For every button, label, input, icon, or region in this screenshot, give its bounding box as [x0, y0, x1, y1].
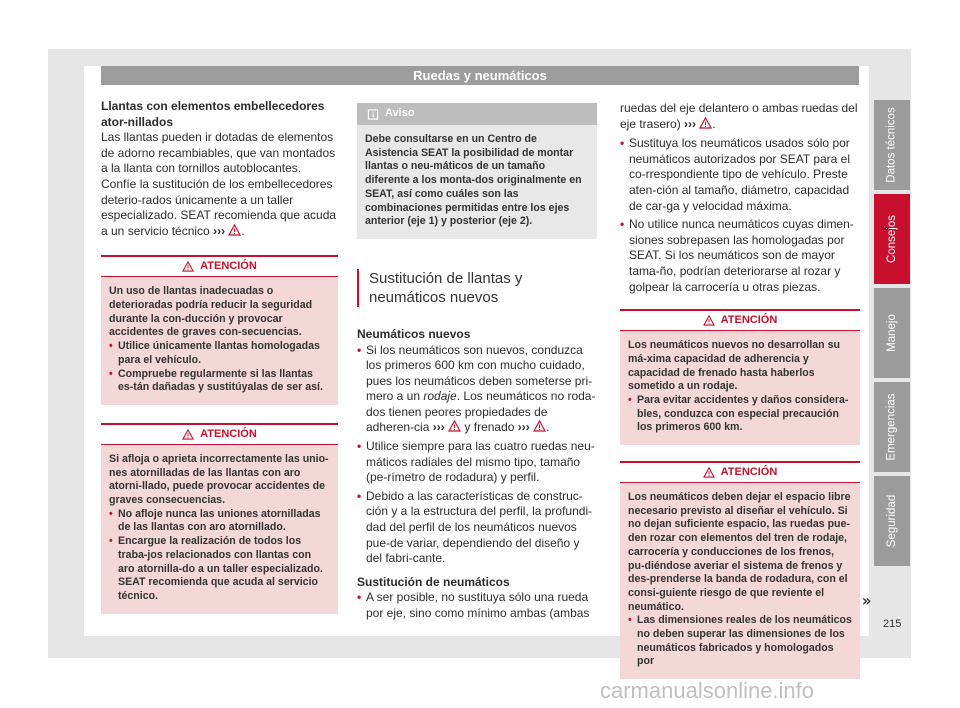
list-item: • Sustituya los neumáticos usados sólo por neumáticos autorizados por SEAT para el co-rrespondiente tipo de vehículo. Preste aten-ción al tamaño, diámetro, capacidad de car-ga y velocidad máxima. [620, 136, 860, 214]
warning-label: ATENCIÓN [720, 313, 778, 326]
list-item: • Debido a las características de construc-ción y a la estructura del perfil, la profundi-dad del perfil de los neumáticos nuevos pue-de variar, dependiendo del diseño y del fabri-cante. [357, 489, 597, 567]
warning-box [101, 423, 338, 614]
warning-triangle-icon [699, 117, 712, 129]
tab-manejo[interactable] [874, 288, 910, 378]
warning-bullet: • Compruebe regularmente si las llantas es-tán dañadas y sustitúyalas de ser así. [109, 368, 330, 395]
list-item: • Si los neumáticos son nuevos, conduzca los primeros 600 km con mucho cuidado, pues los neumáticos deben someterse pri-mero a un rodaje. Los neumáticos no roda-dos tienen peores propiedades de adheren-cia ››› y frenado ››› . [357, 343, 597, 437]
list-item-text: . Los neumáticos no roda-dos tienen peores propiedades de adheren-cia [366, 389, 596, 435]
warning-body [620, 483, 860, 679]
warning-triangle-icon [703, 315, 715, 326]
paragraph: Las llantas pueden ir dotadas de elementos de adorno recambiables, que van montados a la llanta con tornillos autoblocantes. Confíe la sustitución de los embellecedores deterio-rados únicamente a un taller especializado. SEAT recomienda que acuda a un servicio técnico ››› . [101, 130, 337, 238]
paragraph: ruedas del eje delantero o ambas ruedas del eje trasero) ››› . [620, 101, 858, 131]
tab-label: Consejos [886, 215, 899, 263]
cross-reference[interactable]: ››› [517, 420, 530, 435]
warning-bullet: • Encargue la realización de todos los traba-jos relacionados con llantas con aro atornilla-do a un taller especializado. SEAT recomienda que acuda al servicio técnico. [109, 535, 330, 604]
subsection-title: Sustitución de neumáticos [357, 574, 510, 589]
tab-label: Datos técnicos [886, 107, 898, 183]
warning-box [101, 255, 338, 405]
warning-triangle-icon [182, 261, 194, 272]
warning-body [101, 445, 338, 614]
section-title: Sustitución de llantas y neumáticos nuevos [357, 269, 597, 307]
warning-triangle-icon [448, 420, 461, 432]
list-item: • A ser posible, no sustituya sólo una rueda por eje, sino como mínimo ambas (ambas [357, 590, 597, 621]
warning-box [620, 309, 860, 445]
note-box [357, 103, 597, 239]
list-item: • No utilice nunca neumáticos cuyas dimen-siones sobrepasen las homologadas por SEAT. Si los neumáticos son de mayor tama-ño, podrían deteriorarse al rozar y golpear la carrocería u otras piezas. [620, 217, 860, 295]
warning-label: ATENCIÓN [720, 465, 778, 478]
warning-triangle-icon [533, 420, 546, 432]
warning-bullet: • Utilice únicamente llantas homologadas para el vehículo. [109, 340, 330, 367]
warning-bullet: • Para evitar accidentes y daños considera-bles, conduzca con especial precaución los primeros 600 km. [628, 394, 852, 435]
warning-text: Un uso de llantas inadecuadas o deterioradas podría reducir la seguridad durante la con-ducción y provocar accidentes de graves con-secuencias. [109, 285, 313, 339]
tab-consejos[interactable] [874, 194, 910, 284]
warning-header [101, 255, 338, 277]
emphasis-text: rodaje [423, 389, 457, 404]
continue-mark: » [862, 591, 872, 610]
page-number: 215 [883, 618, 902, 630]
warning-label: ATENCIÓN [200, 427, 257, 440]
paragraph-text: Las llantas pueden ir dotadas de elementos de adorno recambiables, que van montados a la llanta con tornillos autoblocantes. Confíe la sustitución de los embellecedores deterio-rados únicamente a un taller especializado. SEAT recomienda que acuda a un servicio técnico [101, 130, 337, 238]
cross-reference[interactable]: ››› [684, 116, 697, 131]
tab-label: Seguridad [886, 494, 898, 548]
warning-bullet: • No afloje nunca las uniones atornilladas de las llantas con aro atornillado. [109, 508, 330, 535]
cross-reference[interactable]: ››› [432, 420, 445, 435]
warning-box [620, 461, 860, 679]
info-square-icon [367, 109, 379, 120]
warning-triangle-icon [703, 467, 715, 478]
column-1 [101, 99, 338, 614]
warning-body [101, 277, 338, 405]
warning-triangle-icon [182, 429, 194, 440]
watermark: carmanualsonline.info [600, 678, 815, 703]
warning-label: ATENCIÓN [200, 260, 257, 273]
warning-header [101, 423, 338, 445]
list-item-text: Si los neumáticos son nuevos, conduzca los primeros 600 km con mucho cuidado, pues los neumáticos deben someterse pri-mero a un [366, 342, 593, 404]
warning-header [620, 461, 860, 483]
paragraph-text: ruedas del eje delantero o ambas ruedas del eje trasero) [620, 101, 858, 131]
warning-text: Los neumáticos deben dejar el espacio libre necesario previsto al diseñar el vehículo. Si no dejan suficiente espacio, las ruedas pue-den rozar con elementos del tren de rodaje, carrocería y conducciones de los frenos, pu-diéndose averiar el sistema de frenos y des-prenderse la banda de rodadura, con el consi-guiente riesgo de que reviente el neumático. [628, 491, 851, 613]
subsection-title: Neumáticos nuevos [357, 326, 471, 341]
list-item-text: y frenado [464, 420, 515, 435]
tab-label: Manejo [886, 314, 898, 352]
chapter-tabs [874, 100, 910, 570]
chapter-header: Ruedas y neumáticos [101, 66, 859, 85]
tab-datos-tecnicos[interactable] [874, 100, 910, 190]
column-2 [357, 103, 597, 625]
note-header [357, 103, 597, 125]
warning-body [620, 331, 860, 445]
warning-triangle-icon [228, 224, 241, 236]
subsection-title: Llantas con elementos embellecedores ator-nillados [101, 99, 325, 129]
list-item: • Utilice siempre para las cuatro ruedas neu-máticos radiales del mismo tipo, tamaño (pe-rímetro de rodadura) y perfil. [357, 439, 597, 486]
tab-label: Emergencias [886, 393, 898, 461]
cross-reference[interactable]: ››› [213, 223, 226, 238]
tab-emergencias[interactable] [874, 382, 910, 472]
warning-text: Si afloja o aprieta incorrectamente las unio-nes atornilladas de las llantas con aro atorni-llado, puede provocar accidentes de graves consecuencias. [109, 452, 329, 507]
warning-bullet: • Las dimensiones reales de los neumáticos no deben superar las dimensiones de los neumáticos fabricados y homologados por [628, 614, 852, 669]
note-label: Aviso [385, 107, 415, 120]
warning-text: Los neumáticos nuevos no desarrollan su má-xima capacidad de adherencia y capacidad de frenado hasta haberlos sometido a un rodaje. [628, 339, 840, 393]
note-text: Debe consultarse en un Centro de Asistencia SEAT la posibilidad de montar llantas o neu-máticos de un tamaño diferente a los monta-dos originalmente en SEAT, así como cuáles son las combinaciones permitidas entre los ejes anterior (eje 1) y posterior (eje 2). [365, 133, 582, 228]
warning-header [620, 309, 860, 331]
tab-seguridad[interactable] [874, 476, 910, 566]
column-3 [620, 101, 860, 679]
